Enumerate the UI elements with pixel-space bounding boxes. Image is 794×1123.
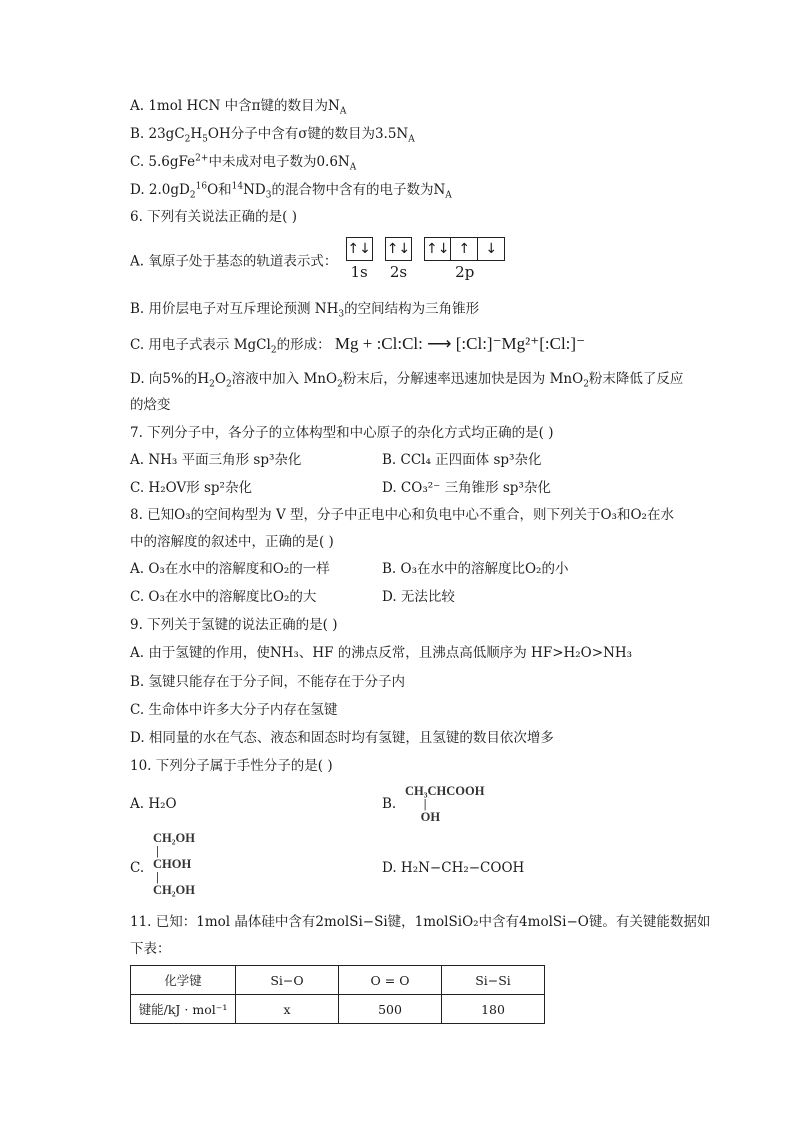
q8-stem-line2: 中的溶解度的叙述中，正确的是( )	[130, 534, 334, 550]
table-header-cell: 化学键	[131, 966, 236, 995]
q8-option-a[interactable]: A. O₃在水中的溶解度和O₂的一样	[130, 561, 330, 577]
orbital-2s: ↑↓ 2s	[385, 237, 412, 281]
q5-option-a[interactable]: A. 1mol HCN 中含π键的数目为$N_A$	[130, 98, 347, 117]
orbital-box: ↑↓	[346, 237, 373, 261]
q7-option-b[interactable]: B. CCl₄ 正四面体 sp³杂化	[382, 452, 542, 468]
q7-option-c[interactable]: C. H₂OV形 sp²杂化	[130, 480, 252, 496]
bond-energy-table	[130, 965, 545, 1024]
q11-stem-line1: 11. 已知：1mol 晶体硅中含有2molSi−Si键，1molSiO₂中含有4molSi−O键。有关键能数据如	[130, 914, 711, 930]
q5-option-d[interactable]: D. $2.0gD_2^{16}O$和$^{14}ND_3$的混合物中含有的电子数为$N_A$	[130, 181, 452, 201]
table-header-cell: Si−Si	[442, 966, 545, 995]
q7-option-a[interactable]: A. NH₃ 平面三角形 sp³杂化	[130, 452, 302, 468]
q8-option-d[interactable]: D. 无法比较	[382, 589, 455, 605]
table-header-cell: O = O	[339, 966, 442, 995]
q9-option-c[interactable]: C. 生命体中许多大分子内存在氢键	[130, 702, 338, 718]
q10-option-c[interactable]: C.	[130, 860, 145, 876]
q5-option-c[interactable]: C. 5.6gFe$^{2+}$中未成对电子数为$0.6N_A$	[130, 153, 357, 173]
glycerol-structure: CH₂OH | CHOH | CH₂OH	[153, 831, 195, 897]
q6-option-b[interactable]: B. 用价层电子对互斥理论预测 $NH_3$的空间结构为三角锥形	[130, 301, 480, 320]
q6-option-a[interactable]: A. 氧原子处于基态的轨道表示式： ↑↓ 1s ↑↓ 2s ↑↓ ↑ ↓ 2p	[130, 236, 513, 288]
q10-option-d[interactable]: D. H₂N−CH₂−COOH	[382, 860, 525, 876]
q10-stem: 10. 下列分子属于手性分子的是( )	[130, 758, 333, 774]
q7-option-d[interactable]: D. CO₃²⁻ 三角锥形 sp³杂化	[382, 480, 551, 496]
orbital-diagram	[346, 237, 514, 287]
q9-option-d[interactable]: D. 相同量的水在气态、液态和固态时均有氢键，且氢键的数目依次增多	[130, 730, 554, 746]
orbital-box: ↑↓	[385, 237, 412, 261]
q10-option-b[interactable]: B.	[382, 796, 397, 812]
table-header-cell: Si−O	[236, 966, 339, 995]
table-cell: 500	[339, 995, 442, 1024]
q8-option-b[interactable]: B. O₃在水中的溶解度比O₂的小	[382, 561, 569, 577]
q6-stem: 6. 下列有关说法正确的是( )	[130, 209, 297, 225]
q7-stem: 7. 下列分子中，各分子的立体构型和中心原子的杂化方式均正确的是( )	[130, 425, 554, 441]
orbital-box: ↑↓	[424, 237, 451, 261]
q8-stem-line1: 8. 已知O₃的空间构型为 V 型，分子中正电中心和负电中心不重合，则下列关于O₃和O₂在水	[130, 507, 674, 523]
q10-option-a[interactable]: A. H₂O	[130, 796, 177, 812]
electron-dot-formula: Mg + :Cl:Cl: ⟶ [:Cl:]⁻Mg²⁺[:Cl:]⁻	[334, 334, 586, 353]
q6-option-d[interactable]: D. 向5%的$H_2O_2$溶液中加入 MnO$_2$粉末后，分解速率迅速加快是因为 MnO$_2$粉末降低了反应	[130, 371, 684, 390]
table-cell: 180	[442, 995, 545, 1024]
table-row	[131, 966, 545, 995]
table-cell: x	[236, 995, 339, 1024]
q8-option-c[interactable]: C. O₃在水中的溶解度比O₂的大	[130, 589, 317, 605]
q9-option-a[interactable]: A. 由于氢键的作用，使NH₃、HF 的沸点反常，且沸点高低顺序为 HF>H₂O>NH₃	[130, 645, 633, 661]
q9-option-b[interactable]: B. 氢键只能存在于分子间，不能存在于分子内	[130, 674, 406, 690]
table-row-label: 键能/kJ · mol⁻¹	[131, 995, 236, 1024]
q9-stem: 9. 下列关于氢键的说法正确的是( )	[130, 617, 338, 633]
orbital-box: ↑	[451, 237, 478, 261]
orbital-box: ↓	[478, 237, 505, 261]
orbital-2p: ↑↓ ↑ ↓ 2p	[424, 237, 505, 281]
table-row	[131, 995, 545, 1024]
q6-option-c[interactable]: C. 用电子式表示 MgCl$_2$的形成： Mg + :Cl:Cl: ⟶ [:Cl:]⁻Mg²⁺[:Cl:]⁻	[130, 334, 586, 356]
orbital-1s: ↑↓ 1s	[346, 237, 373, 281]
q6-option-d-cont: 的焓变	[130, 397, 171, 413]
q11-stem-line2: 下表：	[130, 941, 171, 957]
q5-option-b[interactable]: B. $23gC_2H_5OH$分子中含有σ键的数目为$3.5N_A$	[130, 126, 415, 145]
lactic-acid-structure: CH₃CHCOOH | OH	[405, 784, 485, 824]
